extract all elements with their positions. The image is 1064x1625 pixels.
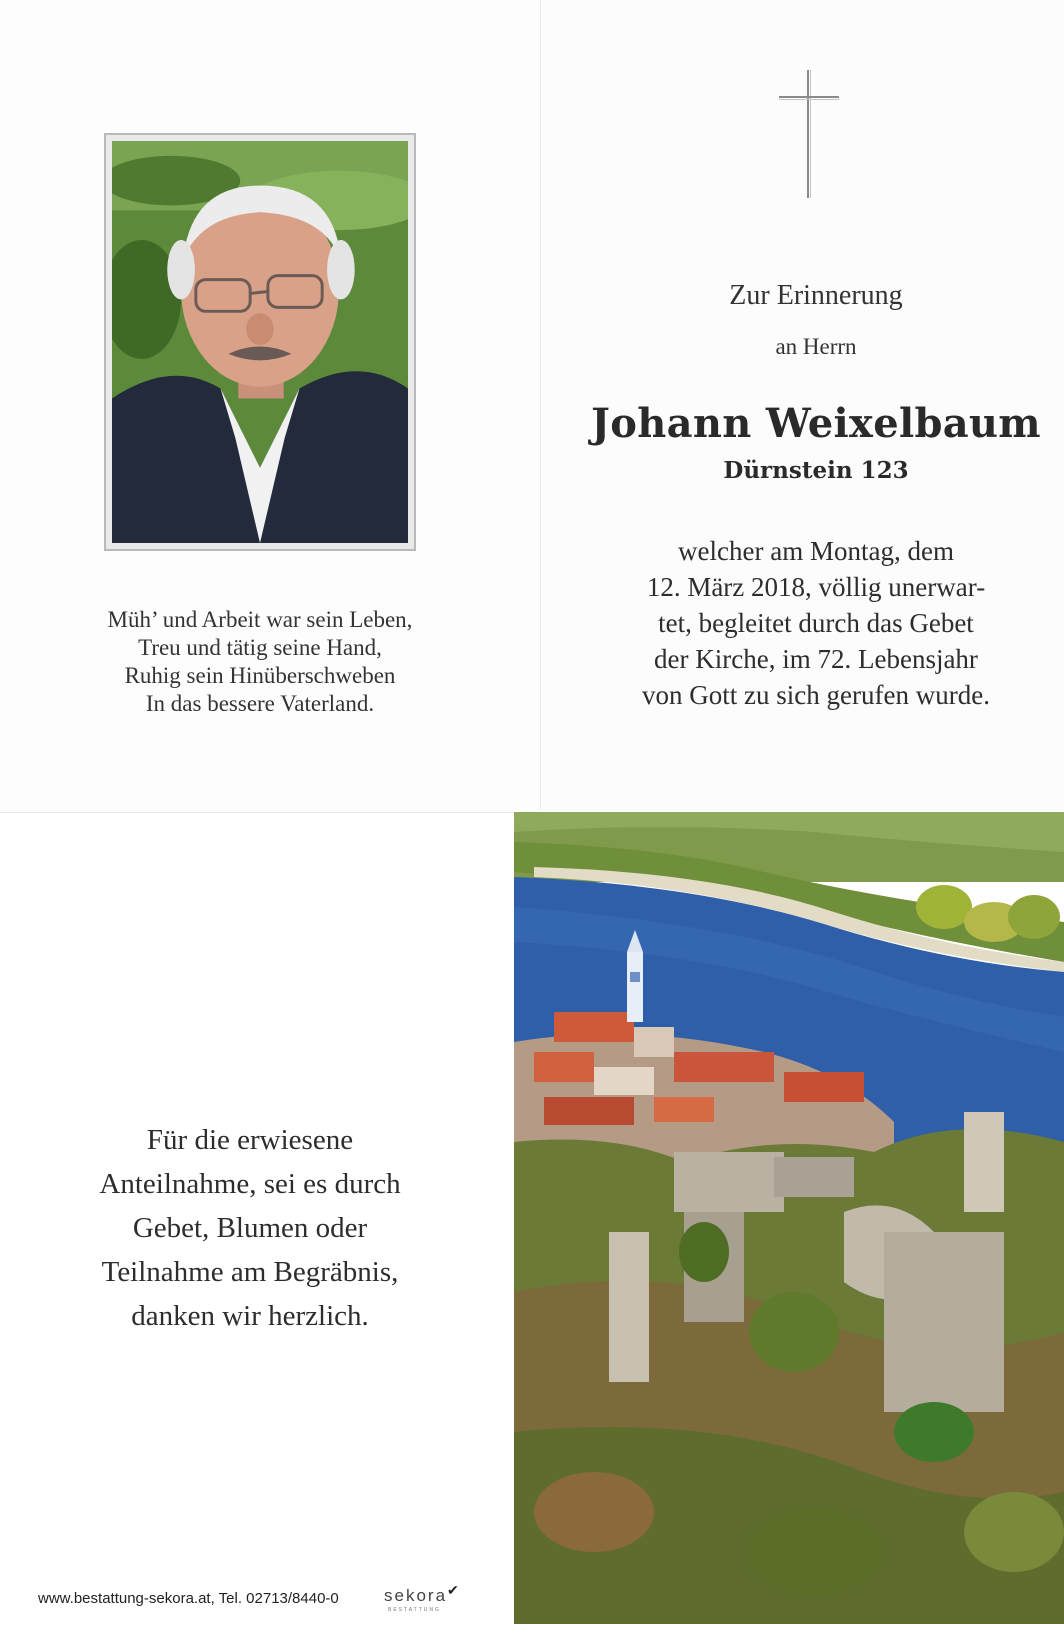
- verse-line: Ruhig sein Hinüberschweben: [124, 663, 396, 688]
- thanks-line: Gebet, Blumen oder: [132, 1212, 368, 1244]
- thanks-line: Für die erwiesene: [146, 1124, 354, 1156]
- thanks-line: Anteilnahme, sei es durch: [99, 1168, 401, 1200]
- body-line: von Gott zu sich gerufen wurde.: [642, 680, 990, 710]
- cross-icon: [777, 70, 841, 198]
- body-line: der Kirche, im 72. Lebensjahr: [654, 644, 978, 674]
- verse-line: Müh’ und Arbeit war sein Leben,: [107, 607, 413, 632]
- body-line: welcher am Montag, dem: [678, 536, 954, 566]
- deceased-name: Johann Weixelbaum: [591, 400, 1041, 447]
- card-panel-memorial-text: [540, 0, 1064, 810]
- verse-line: Treu und tätig seine Hand,: [138, 635, 382, 660]
- body-line: tet, begleitet durch das Gebet: [658, 608, 974, 638]
- logo-text: sekora: [384, 1586, 448, 1605]
- portrait-illustration: [112, 141, 408, 543]
- funeral-home-logo: [384, 1582, 459, 1606]
- thanks-line: danken wir herzlich.: [131, 1300, 369, 1332]
- memorial-body: [591, 533, 1041, 713]
- landscape-photo: [514, 812, 1064, 1624]
- thanks-text: [20, 1118, 480, 1338]
- memorial-heading: Zur Erinnerung: [729, 280, 903, 311]
- thanks-line: Teilnahme am Begräbnis,: [101, 1256, 399, 1288]
- card-panel-portrait: [0, 0, 540, 810]
- landscape-illustration: [514, 812, 1064, 1624]
- funeral-home-footer: www.bestattung-sekora.at, Tel. 02713/8440-0: [38, 1590, 339, 1607]
- verse-line: In das bessere Vaterland.: [145, 691, 375, 716]
- bird-icon: ✔: [447, 1582, 459, 1598]
- body-line: 12. März 2018, völlig unerwar-: [646, 572, 986, 602]
- deceased-address: Dürnstein 123: [723, 457, 909, 484]
- portrait-photo: [104, 133, 416, 551]
- memorial-subheading: an Herrn: [775, 334, 857, 359]
- memorial-verse: [40, 606, 480, 718]
- logo-subtitle: BESTATTUNG: [388, 1607, 441, 1613]
